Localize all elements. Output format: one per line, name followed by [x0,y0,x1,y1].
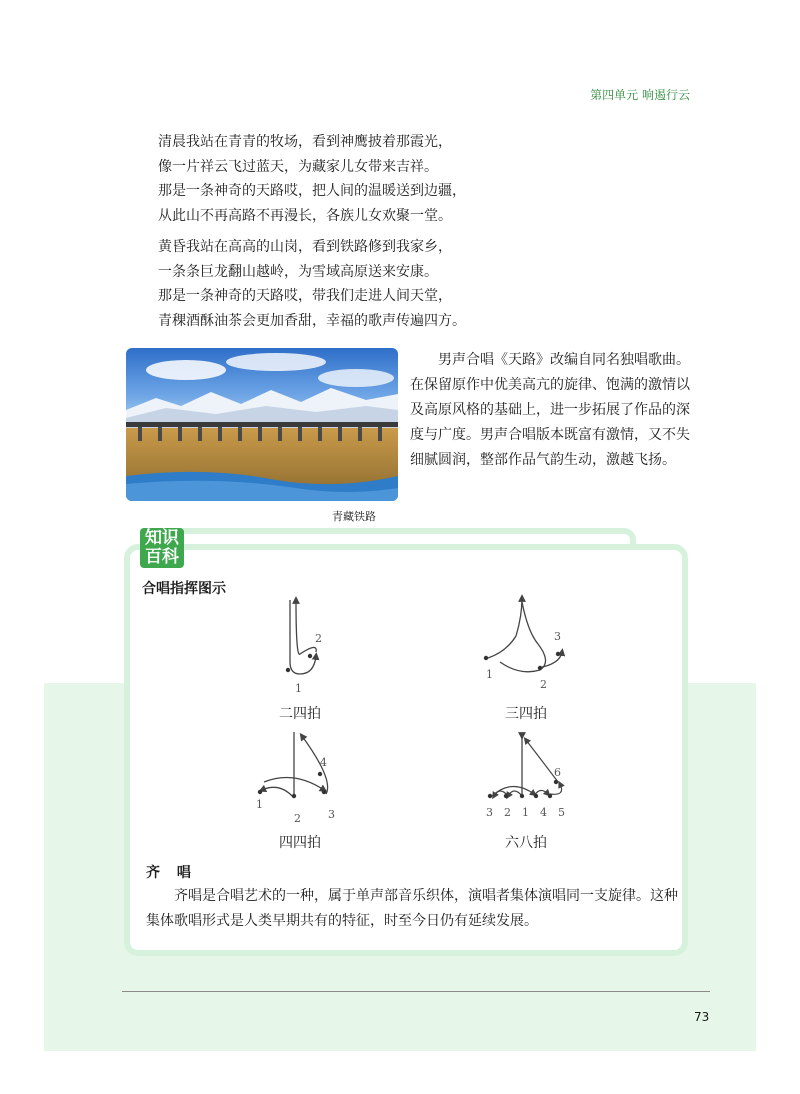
photo-caption: 青藏铁路 [332,510,376,523]
beat-number: 2 [315,632,322,645]
unison-description: 齐唱是合唱艺术的一种，属于单声部音乐织体，演唱者集体演唱同一支旋律。这种集体歌唱形式是人类早期共有的特征，时至今日仍有延续发展。 [146,888,678,929]
section-title-conducting: 合唱指挥图示 [142,581,226,597]
beat-number: 1 [486,668,493,681]
label-4-4: 四四拍 [279,835,321,851]
knowledge-badge [140,528,184,568]
beat-number: 4 [320,756,327,769]
label-3-4: 三四拍 [505,706,547,722]
badge-line-1: 知识 [145,528,179,548]
poem-line: 一条条巨龙翻山越岭，为雪域高原送来安康。 [158,263,438,280]
song-description: 男声合唱《天路》改编自同名独唱歌曲。在保留原作中优美高亢的旋律、饱满的激情以及高原风格的基础上，进一步拓展了作品的深度与广度。男声合唱版本既富有激情，又不失细腻圆润，整部作品气韵生动，激越飞扬。 [410,352,690,468]
poem-line: 青稞酒酥油茶会更加香甜，幸福的歌声传遍四方。 [158,312,466,329]
footer-divider [122,991,710,992]
poem-line: 清晨我站在青青的牧场，看到神鹰披着那霞光， [158,134,452,150]
beat-number: 3 [328,808,335,821]
poem-line: 像一片祥云飞过蓝天，为藏家儿女带来吉祥。 [158,158,438,175]
beat-number: 5 [558,806,565,819]
beat-number: 2 [540,678,547,691]
label-6-8: 六八拍 [505,835,547,851]
conducting-diagram-4-4 [250,726,350,830]
conducting-diagram-3-4 [476,592,586,696]
poem-stanza-1 [158,130,466,228]
unit-header: 第四单元 响遏行云 [590,88,690,102]
poem-line: 从此山不再高路不再漫长，各族儿女欢聚一堂。 [158,207,452,224]
conducting-diagram-6-8 [476,726,586,830]
poem-lyrics [158,130,466,340]
beat-number: 1 [256,798,263,811]
beat-number: 1 [295,682,302,695]
beat-number: 6 [554,766,561,779]
label-2-4: 二四拍 [279,706,321,722]
beat-number: 2 [504,806,511,819]
poem-line: 那是一条神奇的天路哎，带我们走进人间天堂， [158,288,452,304]
beat-number: 3 [554,630,561,643]
beat-number: 1 [522,806,529,819]
beat-number: 2 [294,812,301,825]
poem-line: 黄昏我站在高高的山岗，看到铁路修到我家乡， [158,239,452,255]
badge-line-2: 百科 [145,547,179,567]
conducting-diagram-2-4 [270,592,340,696]
poem-line: 那是一条神奇的天路哎，把人间的温暖送到边疆， [158,183,466,199]
poem-stanza-2 [158,235,466,333]
unison-title: 齐 唱 [146,865,197,881]
beat-number: 3 [486,806,493,819]
page-number: 73 [694,1010,710,1024]
beat-number: 4 [540,806,547,819]
railway-photo [126,348,398,501]
